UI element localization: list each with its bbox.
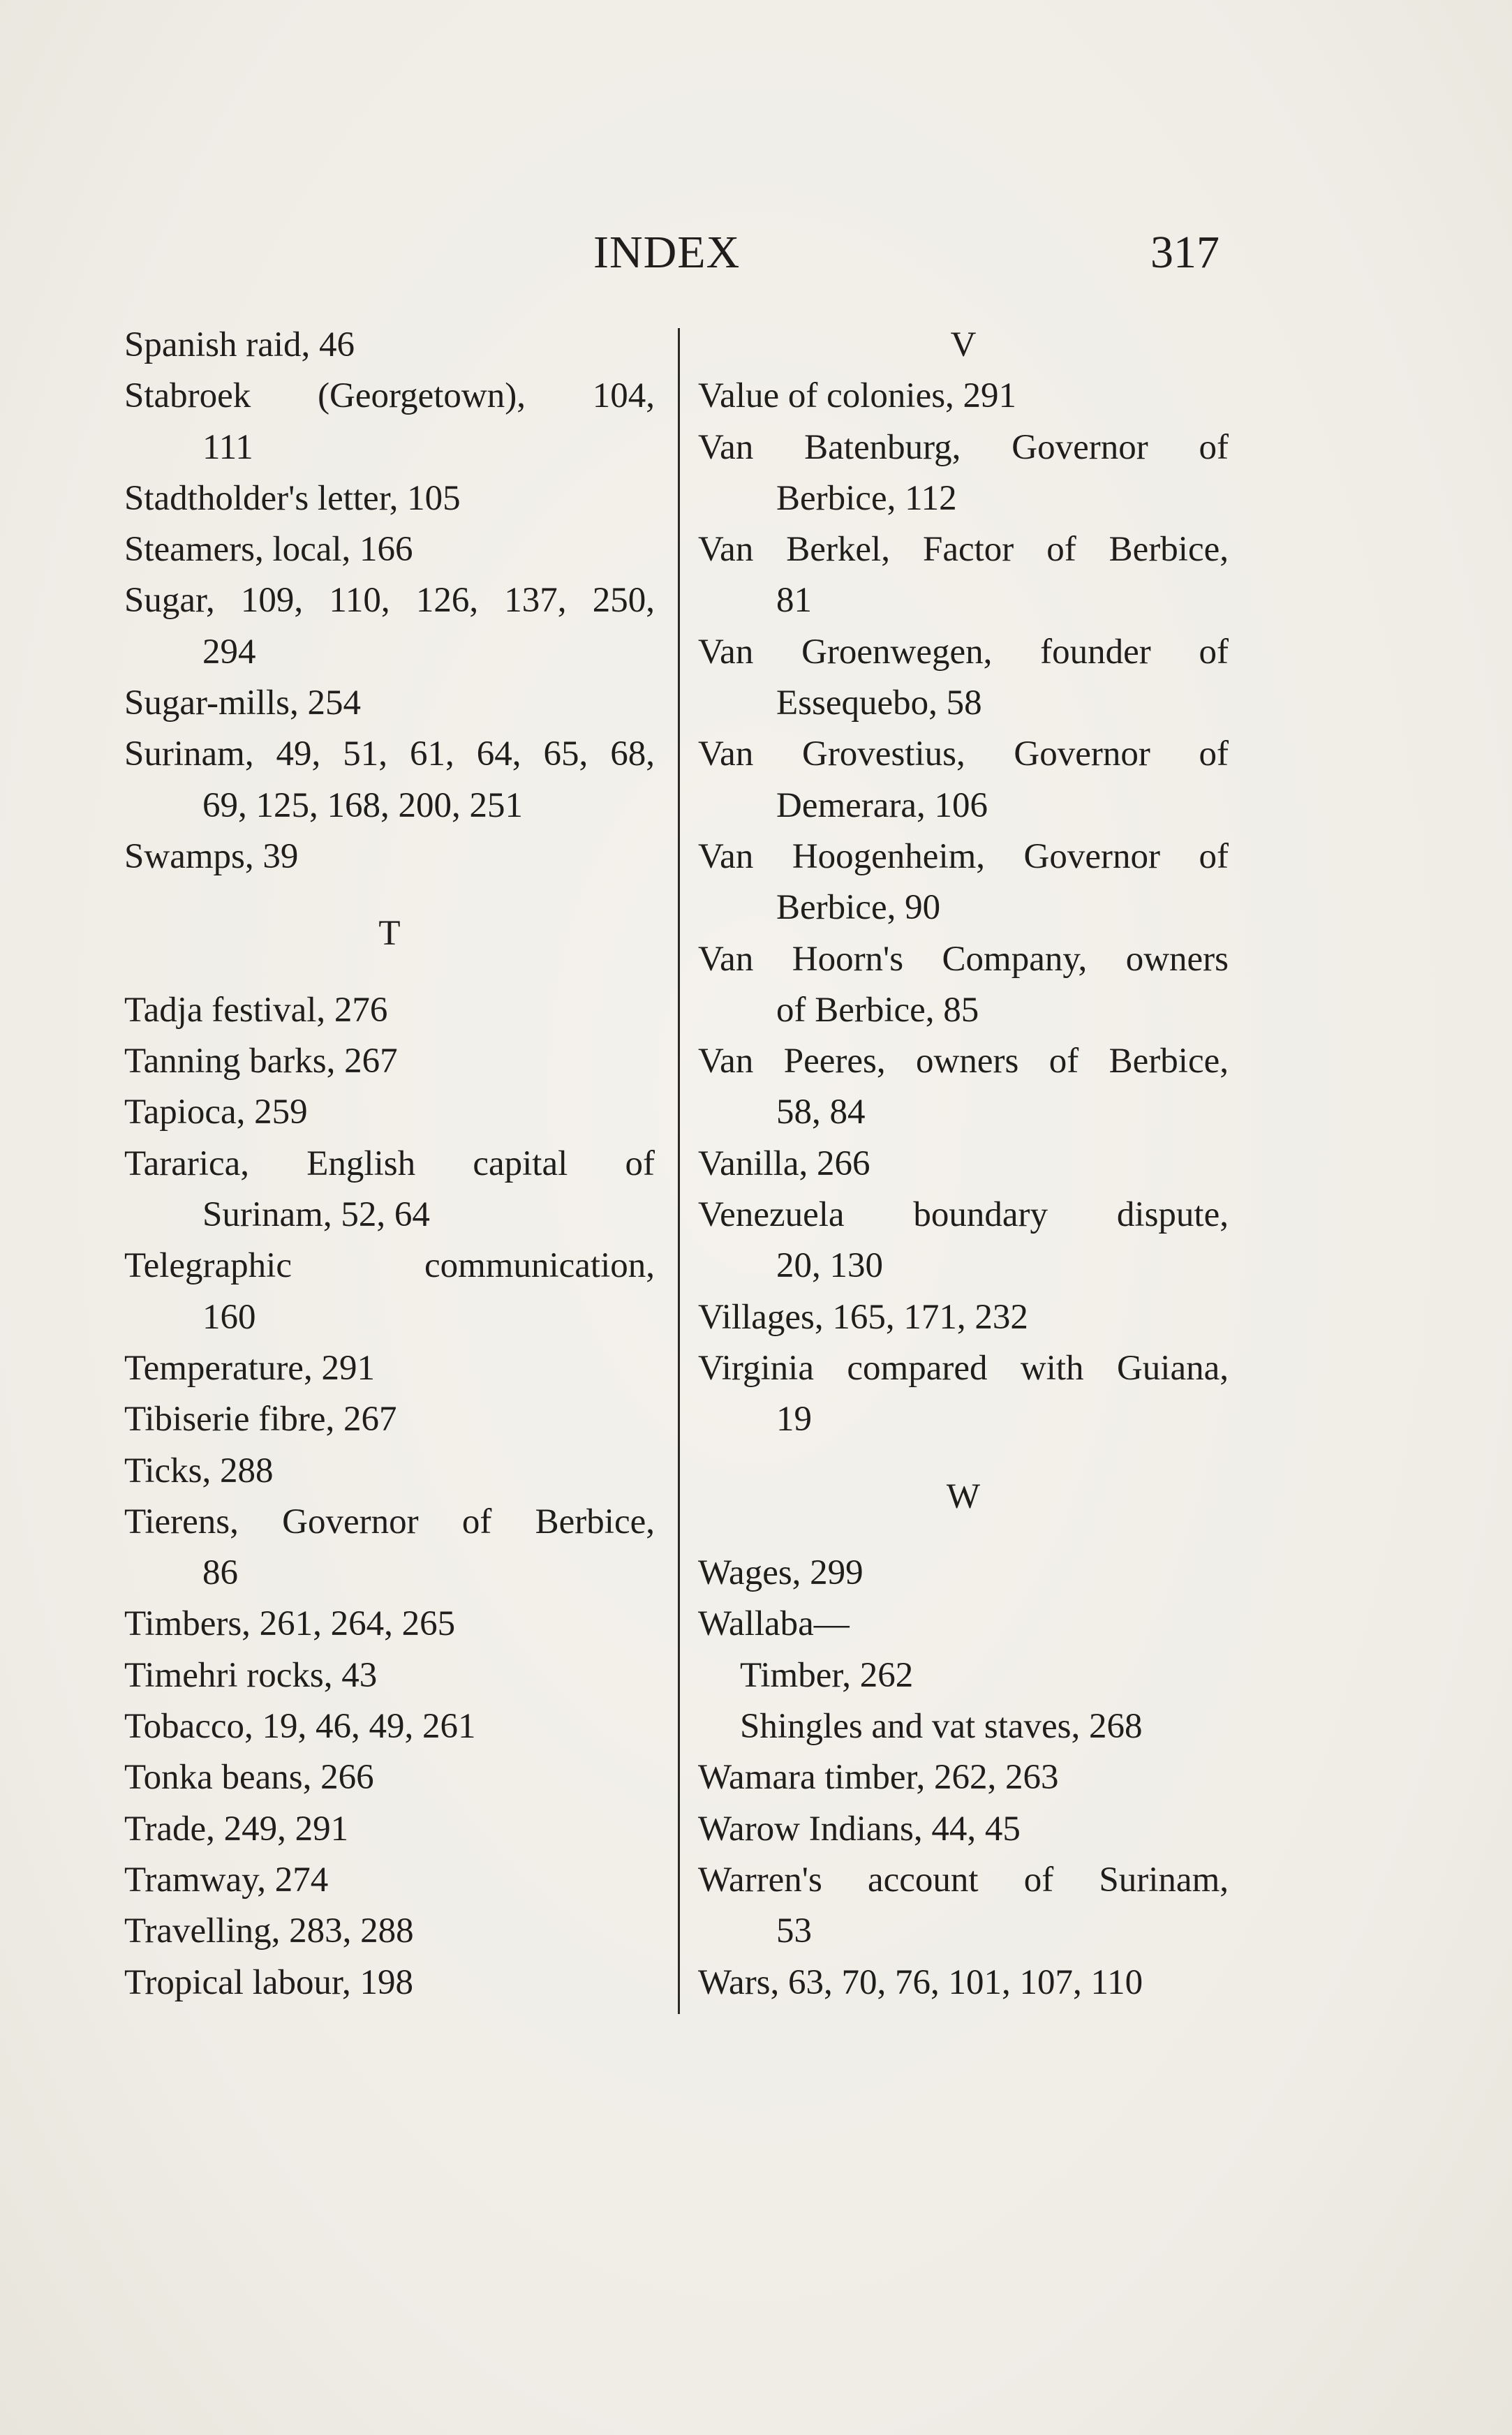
index-entry-heading: Sugar, 109, 110, 126, 137, 250, (124, 581, 655, 621)
index-subentry: Timber, 262 (740, 1655, 914, 1695)
index-entries-v (698, 371, 1229, 1445)
index-entry (698, 371, 1229, 422)
index-entry-heading: Stadtholder's letter, 105 (124, 478, 461, 518)
index-entry (124, 524, 655, 575)
index-entry-heading: Van Batenburg, Governor of (698, 427, 1229, 467)
index-subentry: Shingles and vat staves, 268 (740, 1707, 1143, 1747)
index-entry-continuation: Essequebo, 58 (776, 683, 982, 723)
index-entry (124, 831, 655, 882)
index-entry-heading: Tobacco, 19, 46, 49, 261 (124, 1707, 476, 1747)
index-entry (124, 1650, 655, 1701)
index-entry-heading: Warow Indians, 44, 45 (698, 1809, 1021, 1849)
index-entry (124, 320, 655, 371)
index-entry (698, 422, 1229, 525)
index-entries-s (124, 320, 655, 882)
index-entry (698, 831, 1229, 934)
index-entry (124, 1804, 655, 1855)
index-entry-heading: Tonka beans, 266 (124, 1758, 374, 1798)
index-entry-heading: Van Grovestius, Governor of (698, 734, 1229, 774)
index-entry (698, 1139, 1229, 1190)
index-entry-heading: Timbers, 261, 264, 265 (124, 1604, 456, 1644)
index-entry (698, 1855, 1229, 1957)
index-entry (124, 1394, 655, 1445)
index-entry-continuation: 111 (202, 427, 253, 467)
index-entry-heading: Van Peeres, owners of Berbice, (698, 1042, 1229, 1081)
index-entry-heading: Virginia compared with Guiana, (698, 1348, 1229, 1388)
index-entry (124, 575, 655, 678)
index-entry (124, 1087, 655, 1138)
index-entry (698, 1292, 1229, 1343)
index-entry (124, 1906, 655, 1957)
index-entries-w-cont (698, 1752, 1229, 2008)
index-entry-heading: Value of colonies, 291 (698, 376, 1017, 416)
index-entry-heading: Timehri rocks, 43 (124, 1655, 378, 1695)
index-entry-heading: Telegraphic communication, (124, 1246, 655, 1286)
index-entry-heading: Van Hoogenheim, Governor of (698, 836, 1229, 876)
index-entry-heading: Tanning barks, 267 (124, 1042, 398, 1081)
index-entry-continuation: 86 (202, 1553, 238, 1593)
index-entry (124, 1139, 655, 1241)
index-entry-continuation: Surinam, 52, 64 (202, 1195, 430, 1235)
index-entry-heading: Van Berkel, Factor of Berbice, (698, 530, 1229, 570)
index-entry-heading: Wamara timber, 262, 263 (698, 1758, 1059, 1798)
index-entry (698, 1190, 1229, 1292)
wallaba-subentries (698, 1650, 1229, 1753)
index-entry-continuation: 294 (202, 632, 256, 672)
index-entry-continuation: Berbice, 112 (776, 478, 957, 518)
index-entry-continuation: 19 (776, 1400, 812, 1439)
index-entry-heading: Trade, 249, 291 (124, 1809, 349, 1849)
index-entry-heading: Wars, 63, 70, 76, 101, 107, 110 (698, 1962, 1143, 2002)
index-entry-heading: Surinam, 49, 51, 61, 64, 65, 68, (124, 734, 655, 774)
index-entry (124, 1752, 655, 1803)
index-entry-heading: Warren's account of Surinam, (698, 1860, 1229, 1900)
index-entry-heading: Venezuela boundary dispute, (698, 1195, 1229, 1235)
index-entry (124, 1497, 655, 1599)
index-entry (124, 1241, 655, 1343)
index-entry-heading: Tibiserie fibre, 267 (124, 1400, 397, 1439)
index-entry (698, 627, 1229, 730)
running-head (0, 225, 1512, 281)
column-divider (678, 328, 680, 2014)
index-entry-continuation: 58, 84 (776, 1093, 866, 1132)
index-entry-heading: Vanilla, 266 (698, 1144, 870, 1183)
index-entry (698, 1548, 1229, 1599)
index-entry-continuation: Berbice, 90 (776, 888, 941, 928)
index-entry-heading: Steamers, local, 166 (124, 530, 413, 570)
index-entry-heading: Tierens, Governor of Berbice, (124, 1502, 655, 1541)
index-entry-heading: Stabroek (Georgetown), 104, (124, 376, 655, 416)
section-letter-t: T (378, 914, 401, 954)
index-entry (124, 1855, 655, 1906)
index-entry (124, 1957, 655, 2008)
index-entry-continuation: 69, 125, 168, 200, 251 (202, 785, 523, 825)
index-entry (698, 1752, 1229, 1803)
index-entry-heading: Spanish raid, 46 (124, 325, 355, 364)
index-entry-heading: Tararica, English capital of (124, 1144, 655, 1183)
index-entry (698, 1599, 1229, 1650)
index-entry-heading: Wages, 299 (698, 1553, 864, 1593)
index-entry-heading: Villages, 165, 171, 232 (698, 1297, 1028, 1337)
index-entry-continuation: of Berbice, 85 (776, 990, 979, 1030)
index-entry (124, 1599, 655, 1650)
index-entry (698, 1804, 1229, 1855)
index-entry-continuation: Demerara, 106 (776, 785, 988, 825)
index-entry-heading: Ticks, 288 (124, 1451, 274, 1490)
index-entry-continuation: 81 (776, 581, 812, 621)
index-entry-continuation: 160 (202, 1297, 256, 1337)
index-entries-w (698, 1548, 1229, 1650)
index-entry-heading: Wallaba— (698, 1604, 850, 1644)
section-letter-w: W (946, 1476, 981, 1516)
index-entry (698, 1343, 1229, 1446)
index-entry (124, 1036, 655, 1087)
index-entry (698, 1957, 1229, 2008)
index-entry-heading: Tapioca, 259 (124, 1093, 308, 1132)
index-entry-heading: Sugar-mills, 254 (124, 683, 361, 723)
index-entry-heading: Tramway, 274 (124, 1860, 329, 1900)
left-column (124, 320, 655, 2008)
index-entry (698, 1036, 1229, 1139)
index-entry-heading: Van Groenwegen, founder of (698, 632, 1229, 672)
index-entry-heading: Tadja festival, 276 (124, 990, 388, 1030)
index-entry (698, 729, 1229, 831)
index-entry-heading: Temperature, 291 (124, 1348, 375, 1388)
index-entry (124, 473, 655, 524)
page-number: 317 (1150, 227, 1220, 278)
index-entry (124, 1343, 655, 1394)
running-head-title: INDEX (593, 227, 741, 278)
section-letter-v: V (950, 325, 977, 364)
index-entry-heading: Travelling, 283, 288 (124, 1911, 414, 1951)
index-entry-heading: Tropical labour, 198 (124, 1962, 413, 2002)
right-column (698, 320, 1229, 2008)
index-entry (124, 1446, 655, 1497)
index-entry (124, 985, 655, 1036)
index-entry (124, 1701, 655, 1752)
index-entries-t (124, 985, 655, 2008)
index-entry-heading: Swamps, 39 (124, 836, 299, 876)
index-entry-heading: Van Hoorn's Company, owners (698, 939, 1229, 979)
index-entry (124, 371, 655, 473)
index-entry (698, 934, 1229, 1037)
index-entry-continuation: 53 (776, 1911, 812, 1951)
index-entry (698, 524, 1229, 627)
index-entry-continuation: 20, 130 (776, 1246, 883, 1286)
index-entry (124, 678, 655, 729)
index-entry (124, 729, 655, 831)
